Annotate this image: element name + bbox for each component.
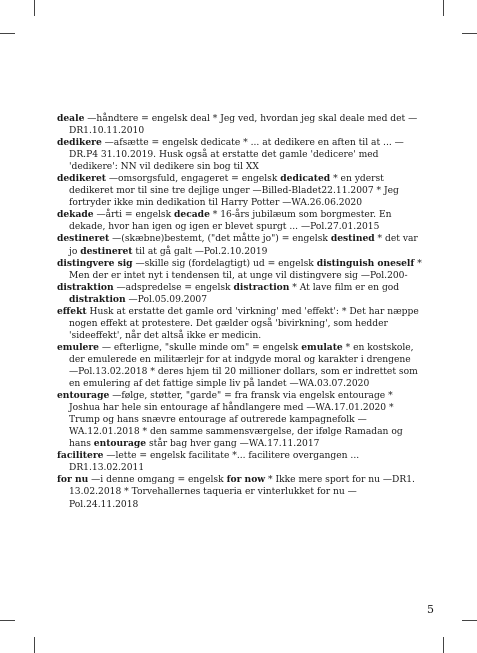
- crop-mark-top-left-horizontal: [0, 33, 15, 34]
- dictionary-entry: [57, 233, 422, 257]
- entry-headword: effekt: [57, 305, 87, 317]
- crop-mark-bottom-right-vertical: [443, 637, 444, 653]
- dictionary-entry: [57, 306, 422, 342]
- entry-text: —(skæbne)bestemt, ("det måtte jo") = engelsk: [109, 234, 331, 245]
- crop-mark-top-right-vertical: [443, 0, 444, 16]
- entry-emphasis: decade: [174, 209, 210, 221]
- entry-headword: dedikere: [57, 137, 102, 149]
- dictionary-entry: [57, 450, 422, 474]
- entry-text: * Men der er intet nyt i tendensen til, at unge vil distingvere sig —Pol.200-: [69, 258, 422, 281]
- entry-text: — efterligne, "skulle minde om" = engelsk: [98, 342, 302, 353]
- dictionary-entry: [57, 474, 422, 510]
- entry-emphasis: destineret: [80, 245, 133, 257]
- entry-text: * en yderst dedikeret mor til sine tre dejlige unger —Billed-Bladet22.11.2007 * Jeg fortryder ikke min dedikation til Harry Potter —WA.26.06.2020: [69, 174, 399, 209]
- dictionary-entry: [57, 137, 422, 173]
- crop-mark-bottom-left-horizontal: [0, 620, 15, 621]
- entry-text: —adspredelse = engelsk: [113, 282, 234, 293]
- crop-mark-top-right-horizontal: [462, 33, 477, 34]
- dictionary-entry: [57, 113, 422, 137]
- entry-text: Husk at erstatte det gamle ord 'virkning' med 'effekt': * Det har næppe nogen effekt at protestere. Det gælder også 'bivirkning', som hedder 'sideeffekt', når det altså ikke er medicin.: [69, 306, 419, 341]
- dictionary-entry: [57, 258, 422, 282]
- entry-text: * det var jo: [69, 234, 418, 257]
- entry-headword: for nu: [57, 474, 89, 486]
- entry-text: * 16-års jubilæum som borgmester. En dekade, hvor han igen og igen er blevet spurgt ... —Pol.27.01.2015: [69, 210, 392, 233]
- dictionary-entry: [57, 173, 422, 209]
- entry-emphasis: entourage: [93, 438, 147, 450]
- dictionary-entry: [57, 342, 422, 390]
- entry-text: til at gå galt —Pol.2.10.2019: [132, 246, 268, 257]
- entry-headword: dekade: [57, 209, 94, 221]
- entry-headword: deale: [57, 113, 85, 124]
- entry-text: * At lave film er en god: [289, 282, 400, 293]
- entry-emphasis: for now: [226, 474, 266, 486]
- entry-text: —i denne omgang = engelsk: [88, 475, 227, 486]
- crop-mark-bottom-left-vertical: [34, 637, 35, 653]
- crop-mark-top-left-vertical: [34, 0, 35, 16]
- entry-text: —afsætte = engelsk dedicate * ... at dedikere en aften til at ... —DR.P4 31.10.2019. Husk også at erstatte det gamle 'dedicere' med 'dedikere': NN vil dedikere sin bog til XX: [69, 138, 404, 173]
- crop-mark-bottom-right-horizontal: [462, 620, 477, 621]
- entry-text: —Pol.05.09.2007: [125, 294, 208, 305]
- entry-headword: destineret: [57, 233, 110, 245]
- entry-headword: distraktion: [57, 281, 114, 293]
- entry-emphasis: destined: [330, 233, 375, 245]
- entry-text: * Ikke mere sport for nu —DR1. 13.02.2018 * Torvehallernes taqueria er vinterlukket for nu —Pol.24.11.2018: [69, 475, 415, 510]
- dictionary-entry: [57, 209, 422, 233]
- dictionary-entry: [57, 390, 422, 450]
- entry-headword: distingvere sig: [57, 257, 133, 269]
- dictionary-entries: [57, 113, 422, 511]
- entry-text: —følge, støtter, "garde" = fra fransk via engelsk entourage * Joshua har hele sin entourage af håndlangere med —WA.17.01.2020 * Trump og hans snævre entourage af outrerede kampagnefolk —WA.12.01.2018 * den samme sammensværgelse, der ifølge Ramadan og hans: [69, 391, 403, 450]
- entry-emphasis: emulate: [301, 341, 343, 353]
- entry-headword: dedikeret: [57, 173, 106, 185]
- entry-headword: facilitere: [57, 450, 104, 462]
- entry-text: —årti = engelsk: [93, 210, 175, 221]
- entry-emphasis: distraktion: [69, 293, 126, 305]
- entry-headword: entourage: [57, 390, 110, 402]
- entry-emphasis: dedicated: [280, 173, 331, 185]
- entry-text: —omsorgsfuld, engageret = engelsk: [106, 174, 281, 185]
- entry-text: —håndtere = engelsk deal * Jeg ved, hvordan jeg skal deale med det — DR1.10.11.2010: [69, 114, 418, 137]
- dictionary-entry: [57, 282, 422, 306]
- entry-text: * en kostskole, der emulerede en militærlejr for at indgyde moral og karakter i drengene —Pol.13.02.2018 * deres hjem til 20 millioner dollars, som er indrettet som en emulering af det fattige simple liv på landet —WA.03.07.2020: [69, 342, 418, 390]
- page-number: 5: [427, 603, 434, 616]
- entry-headword: emulere: [57, 341, 99, 353]
- entry-emphasis: distraction: [233, 281, 290, 293]
- entry-emphasis: distinguish oneself: [316, 257, 415, 269]
- entry-text: —lette = engelsk facilitate *... facilitere overgangen ... DR1.13.02.2011: [69, 451, 360, 474]
- entry-text: —skille sig (fordelagtigt) ud = engelsk: [132, 258, 317, 269]
- entry-text: står bag hver gang —WA.17.11.2017: [146, 439, 320, 450]
